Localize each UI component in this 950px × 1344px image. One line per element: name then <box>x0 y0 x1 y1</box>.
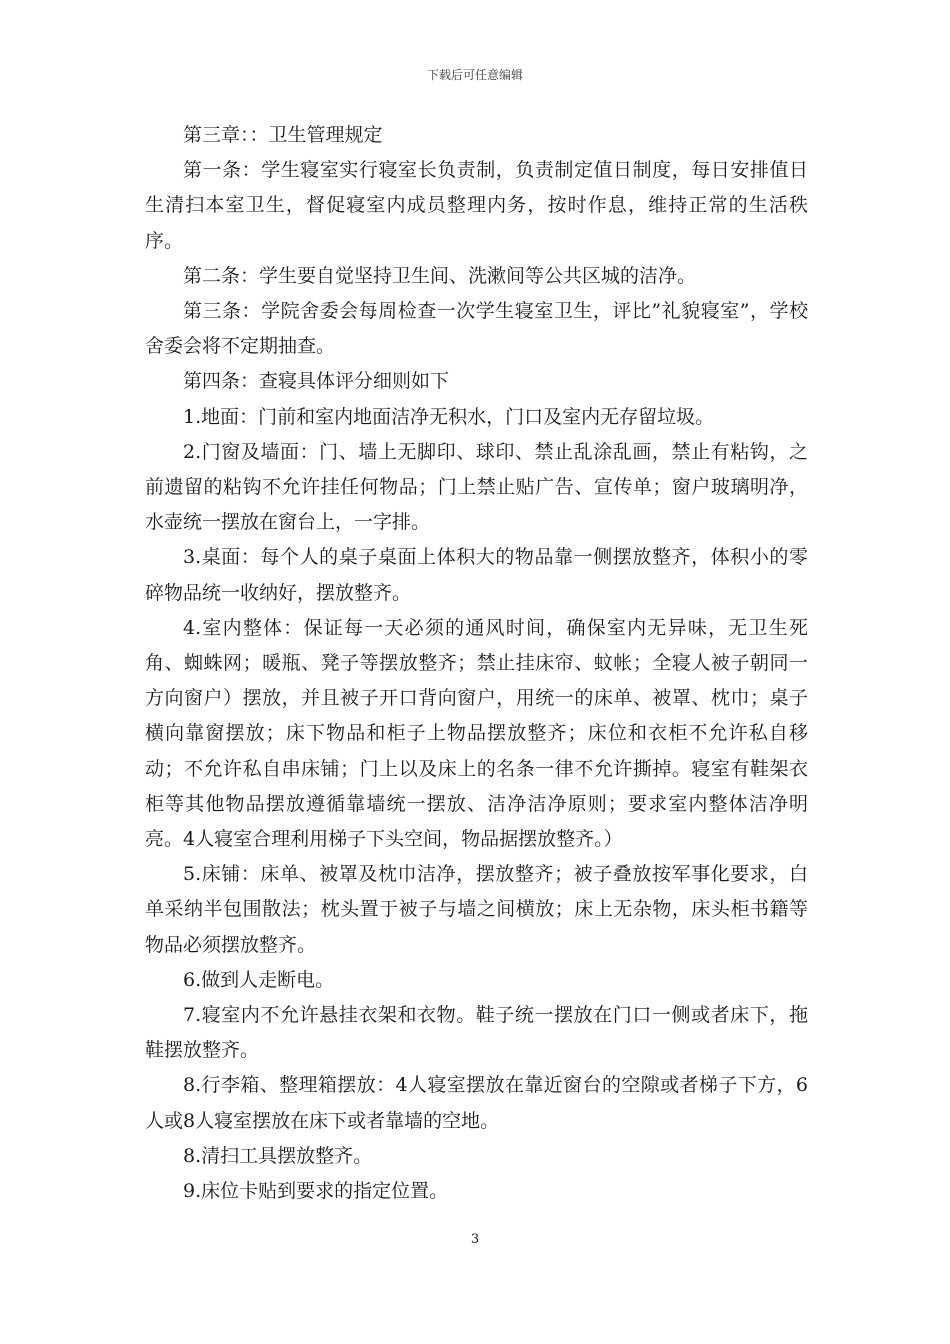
document-body <box>145 118 808 1209</box>
rule-power-off: 6.做到人走断电。 <box>183 968 335 991</box>
rule-desks: 3.桌面：每个人的桌子桌面上体积大的物品靠一侧摆放整齐，体积小的零碎物品统一收纳好，摆放整齐。 <box>145 546 808 604</box>
rule-bed-cards: 9.床位卡贴到要求的指定位置。 <box>183 1180 449 1203</box>
rule-cleaning-tools: 8.清扫工具摆放整齐。 <box>183 1144 373 1167</box>
rule-doors-walls: 2.门窗及墙面：门、墙上无脚印、球印、禁止乱涂乱画，禁止有粘钩，之前遗留的粘钩不允许挂任何物品；门上禁止贴广告、宣传单；窗户玻璃明净，水壶统一摆放在窗台上，一字排。 <box>145 440 808 534</box>
rule-room-overall: 4.室内整体：保证每一天必须的通风时间，确保室内无异味，无卫生死角、蜘蛛网；暖瓶、凳子等摆放整齐；禁止挂床帘、蚊帐；全寝人被子朝同一方向窗户）摆放，并且被子开口背向窗户，用统一的床单、被罩、枕巾；桌子横向靠窗摆放；床下物品和柜子上物品摆放整齐；床位和衣柜不允许私自移动；不允许私自串床铺；门上以及床上的名条一律不允许撕掉。寝室有鞋架衣柜等其他物品摆放遵循靠墙统一摆放、洁净洁净原则；要求室内整体洁净明亮。4人寝室合理利用梯子下头空间，物品据摆放整齐。） <box>145 616 808 851</box>
article-1: 第一条：学生寝室实行寝室长负责制，负责制定值日制度，每日安排值日生清扫本室卫生，督促寝室内成员整理内务，按时作息，维持正常的生活秩序。 <box>145 159 808 252</box>
page-number: 3 <box>470 1232 480 1247</box>
page-header: 下载后可任意编辑 <box>426 68 523 82</box>
article-3: 第三条：学院舍委会每周检查一次学生寝室卫生，评比”礼貌寝室”，学校舍委会将不定期抽查。 <box>145 300 808 358</box>
rule-beds: 5.床铺：床单、被罩及枕巾洁净，摆放整齐；被子叠放按军事化要求，白单采纳半包围散法；枕头置于被子与墙之间横放；床上无杂物，床头柜书籍等物品必须摆放整齐。 <box>145 863 808 956</box>
article-2: 第二条：学生要自觉坚持卫生间、洗漱间等公共区城的洁净。 <box>183 264 697 287</box>
article-4: 第四条：查寝具体评分细则如下 <box>183 370 450 393</box>
rule-luggage: 8.行李箱、整理箱摆放：4人寝室摆放在靠近窗台的空隙或者梯子下方，6人或8人寝室摆放在床下或者靠墙的空地。 <box>145 1074 808 1132</box>
rule-hangers-shoes: 7.寝室内不允许悬挂衣架和衣物。鞋子统一摆放在门口一侧或者床下，拖鞋摆放整齐。 <box>145 1004 808 1062</box>
rule-floor: 1.地面：门前和室内地面洁净无积水，门口及室内无存留垃圾。 <box>183 405 715 428</box>
chapter-title: 第三章：：卫生管理规定 <box>183 124 383 146</box>
